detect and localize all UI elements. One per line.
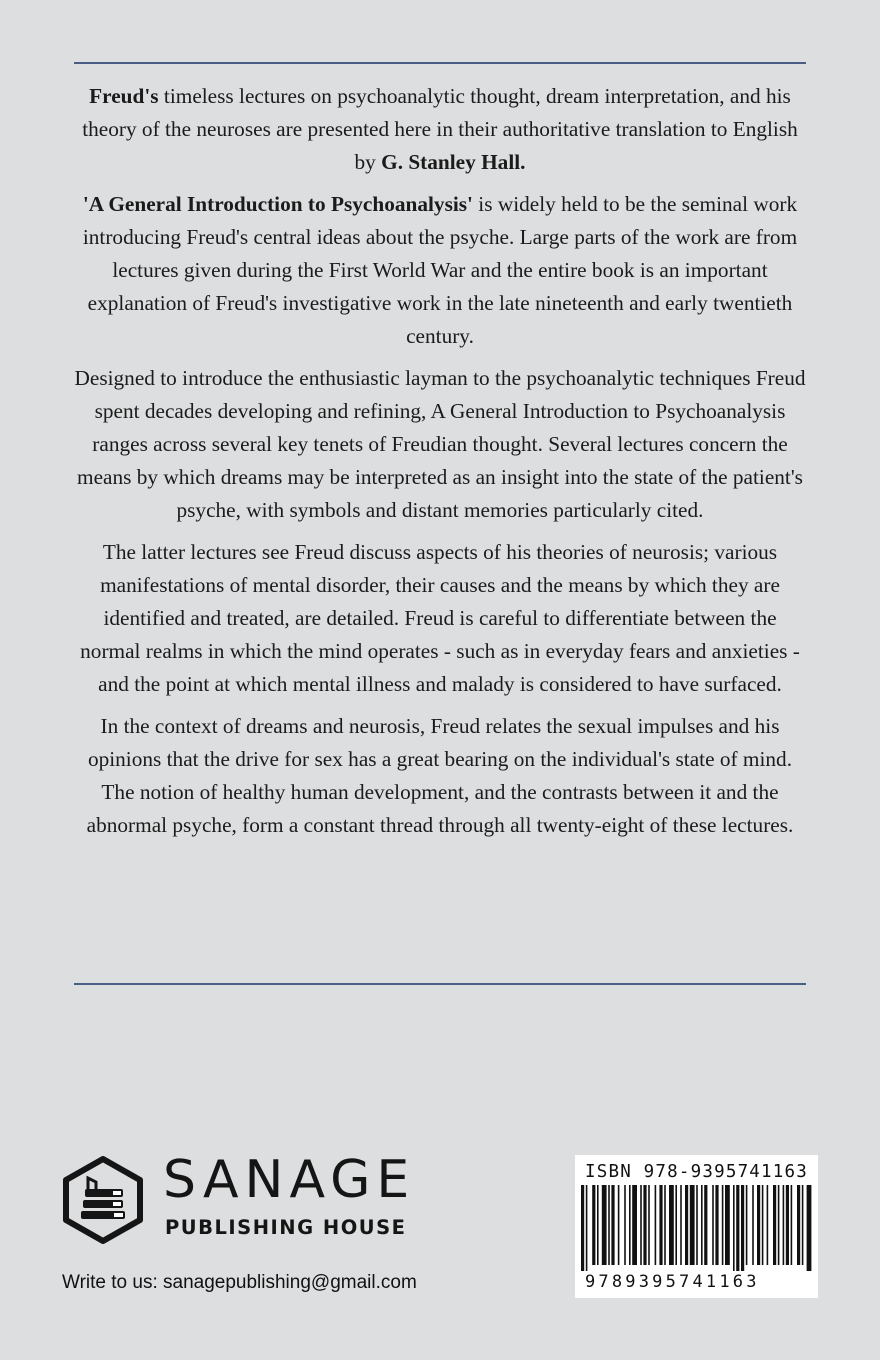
barcode-bar — [618, 1185, 620, 1265]
barcode-bar — [746, 1185, 748, 1265]
barcode-bar — [733, 1185, 735, 1271]
barcode-bar — [669, 1185, 674, 1265]
barcode-bar — [701, 1185, 703, 1265]
isbn-barcode — [575, 1155, 818, 1298]
barcode-bar — [685, 1185, 688, 1265]
barcode-bar — [736, 1185, 739, 1271]
barcode-bar — [608, 1185, 610, 1265]
barcode-bar — [643, 1185, 646, 1265]
barcode-bar — [791, 1185, 793, 1265]
barcode-bar — [802, 1185, 804, 1265]
translator-name: G. Stanley Hall. — [381, 149, 526, 174]
barcode-bar — [690, 1185, 695, 1265]
book-title: 'A General Introduction to Psychoanalysis' — [82, 192, 473, 217]
barcode-bar — [773, 1185, 776, 1265]
blurb-paragraph-1: Freud's timeless lectures on psychoanalytic thought, dream interpretation, and his theory of the neuroses are presented here in their authoritative translation to English by G. Stanley Hall. — [82, 84, 798, 174]
barcode-bar — [797, 1185, 800, 1265]
barcode-bar — [655, 1185, 657, 1265]
barcode-bar — [696, 1185, 698, 1265]
barcode-bar — [712, 1185, 714, 1265]
barcode-bar — [675, 1185, 677, 1265]
barcode-bar — [659, 1185, 662, 1265]
barcode-bar — [767, 1185, 769, 1265]
barcode-bar — [704, 1185, 707, 1265]
barcode-bar — [783, 1185, 785, 1265]
books-hexagon-icon — [62, 1156, 144, 1244]
barcode-bar — [648, 1185, 650, 1265]
blurb-paragraph-3: Designed to introduce the enthusiastic layman to the psychoanalytic techniques Freud spent decades developing and refining, A General Introduction to Psychoanalysis ranges across several key tenets of Freudian thought. Several lectures concern the means by which dreams may be interpreted as an insight into the state of the patient's psyche, with symbols and distant memories particularly cited. — [74, 366, 806, 522]
barcode-bar — [722, 1185, 724, 1265]
barcode-bars — [581, 1185, 812, 1271]
barcode-bar — [629, 1185, 631, 1265]
barcode-bar — [778, 1185, 780, 1265]
publisher-name: SANAGE — [163, 1150, 416, 1210]
barcode-bar — [632, 1185, 637, 1265]
barcode-bar — [581, 1185, 584, 1271]
bottom-divider — [74, 983, 806, 985]
barcode-digits: 9789395741163 — [585, 1272, 760, 1292]
blurb-paragraph-5: In the context of dreams and neurosis, Freud relates the sexual impulses and his opinions that the drive for sex has a great bearing on the individual's state of mind. The notion of healthy human development, and the contrasts between it and the abnormal psyche, form a constant thread through all twenty-eight of these lectures. — [86, 714, 794, 837]
barcode-bar — [757, 1185, 760, 1265]
publisher-subtitle: PUBLISHING HOUSE — [165, 1216, 407, 1239]
barcode-bar — [624, 1185, 626, 1265]
barcode-bar — [762, 1185, 764, 1265]
contact-line: Write to us: sanagepublishing@gmail.com — [62, 1272, 417, 1293]
isbn-label: ISBN 978-9395741163 — [585, 1162, 808, 1182]
blurb-paragraph-4: The latter lectures see Freud discuss aspects of his theories of neurosis; various manifestations of mental disorder, their causes and the means by which they are identified and treated, are detailed. Freud is careful to differentiate between the normal realms in which the mind operates - such as in everyday fears and anxieties - and the point at which mental illness and malady is considered to have surfaced. — [80, 540, 800, 696]
author-name: Freud's — [89, 84, 159, 108]
barcode-bar — [640, 1185, 642, 1265]
barcode-bar — [725, 1185, 730, 1265]
blurb-paragraph-2: 'A General Introduction to Psychoanalysis' is widely held to be the seminal work introducing Freud's central ideas about the psyche. Large parts of the work are from lectures given during the First World War and the entire book is an important explanation of Freud's investigative work in the late nineteenth and early twentieth century. — [82, 192, 798, 348]
barcode-bar — [680, 1185, 682, 1265]
top-divider — [74, 62, 806, 64]
barcode-bar — [752, 1185, 754, 1265]
barcode-bar — [786, 1185, 789, 1265]
barcode-bar — [807, 1185, 812, 1271]
barcode-bar — [715, 1185, 718, 1265]
barcode-bar — [597, 1185, 599, 1265]
back-cover-blurb — [74, 80, 806, 852]
barcode-bar — [586, 1185, 588, 1271]
barcode-bar — [741, 1185, 744, 1271]
barcode-bar — [611, 1185, 614, 1265]
barcode-bar — [602, 1185, 607, 1265]
barcode-bar — [664, 1185, 666, 1265]
barcode-bar — [592, 1185, 595, 1265]
